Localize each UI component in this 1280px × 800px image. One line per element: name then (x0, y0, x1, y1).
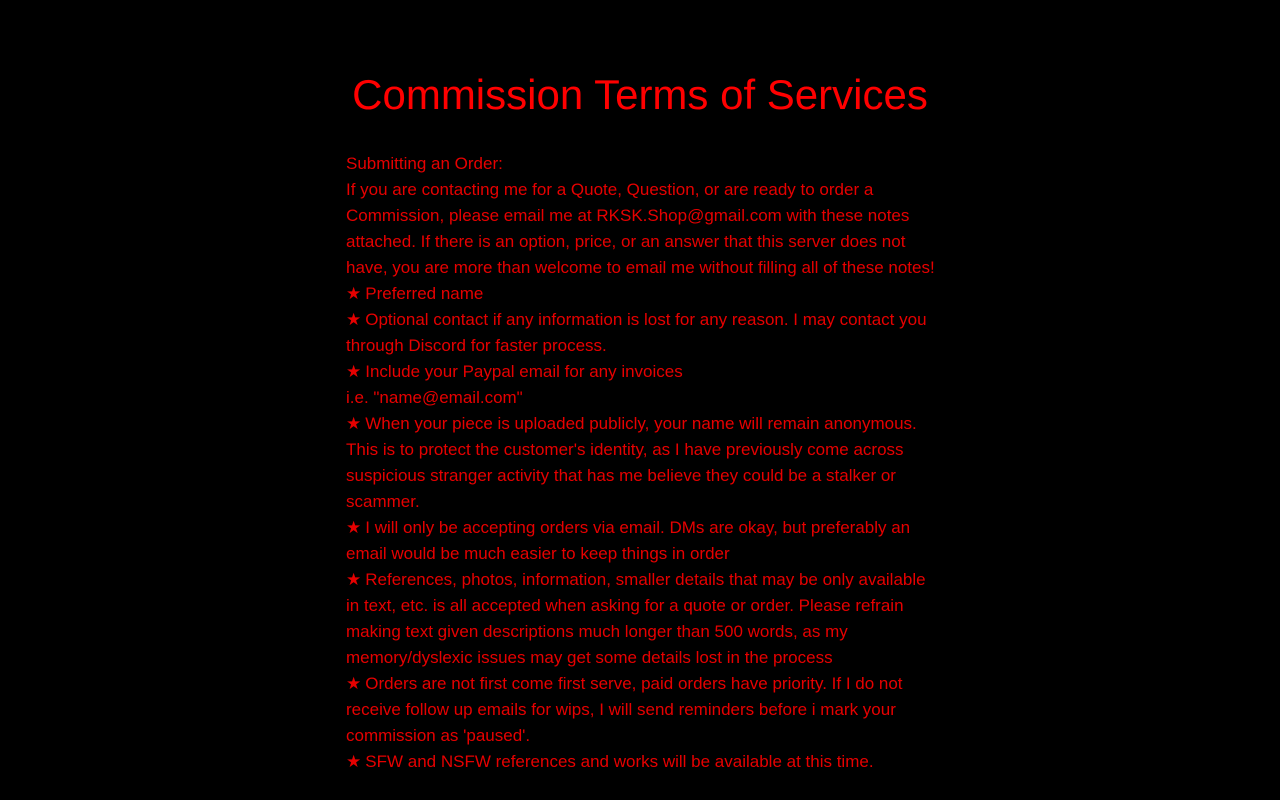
list-item (346, 671, 936, 749)
list-item-text: Orders are not first come first serve, paid orders have priority. If I do not receive follow up emails for wips, I will send reminders before i mark your commission as 'paused'. (346, 674, 903, 745)
list-item-text: Preferred name (365, 284, 484, 303)
list-item (346, 749, 936, 775)
star-icon: ★ (346, 310, 362, 329)
list-item (346, 411, 936, 515)
star-icon: ★ (346, 570, 362, 589)
page-title: Commission Terms of Services (352, 71, 928, 118)
list-item (346, 567, 936, 671)
list-item-text: Optional contact if any information is lost for any reason. I may contact you through Discord for faster process. (346, 310, 927, 355)
list-item-text: I will only be accepting orders via email. DMs are okay, but preferably an email would be much easier to keep things in order (346, 518, 911, 563)
star-icon: ★ (346, 284, 362, 303)
list-item (346, 515, 936, 567)
list-item-text: Include your Paypal email for any invoices (365, 362, 683, 381)
list-item-text: When your piece is uploaded publicly, your name will remain anonymous. This is to protect the customer's identity, as I have previously come across suspicious stranger activity that has me believe they could be a stalker or scammer. (346, 414, 917, 511)
star-icon: ★ (346, 752, 362, 771)
star-icon: ★ (346, 414, 362, 433)
list-item-text: SFW and NSFW references and works will be available at this time. (365, 752, 874, 771)
star-icon: ★ (346, 518, 362, 537)
list-item (346, 307, 936, 359)
terms-content (346, 151, 936, 775)
list-item-note: i.e. "name@email.com" (346, 388, 523, 407)
list-item (346, 281, 936, 307)
star-icon: ★ (346, 674, 362, 693)
intro-paragraph: If you are contacting me for a Quote, Question, or are ready to order a Commission, please email me at RKSK.Shop@gmail.com with these notes attached. If there is an option, price, or an answer that this server does not have, you are more than welcome to email me without filling all of these notes! (346, 180, 935, 277)
list-item-text: References, photos, information, smaller details that may be only available in text, etc. is all accepted when asking for a quote or order. Please refrain making text given descriptions much longer than 500 words, as my memory/dyslexic issues may get some details lost in the process (346, 570, 926, 667)
star-icon: ★ (346, 362, 362, 381)
section-heading: Submitting an Order: (346, 154, 503, 173)
list-item (346, 359, 936, 385)
